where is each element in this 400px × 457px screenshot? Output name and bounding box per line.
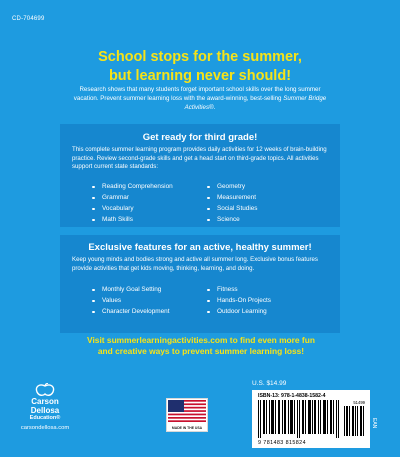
list-item: Reading Comprehension <box>90 181 173 192</box>
exclusive-features-panel <box>60 235 340 333</box>
features-list-right <box>205 284 271 317</box>
list-item: Geometry <box>205 181 258 192</box>
panel-title: Exclusive features for an active, healthy summer! <box>88 242 312 253</box>
list-item: Values <box>90 295 170 306</box>
barcode-icon <box>258 400 340 438</box>
list-item: Hands-On Projects <box>205 295 271 306</box>
skills-list-left <box>90 181 173 225</box>
made-in-usa-badge <box>166 398 208 432</box>
isbn-text: ISBN-13: 978-1-4838-1582-4 <box>258 393 326 399</box>
list-item: Monthly Goal Setting <box>90 284 170 295</box>
barcode-number: 9 781483 815824 <box>258 440 306 446</box>
logo-subtitle: Education® <box>29 415 61 421</box>
headline-line-1: School stops for the summer, <box>98 49 302 65</box>
visit-line-2: and creative ways to prevent summer learning loss! <box>97 346 305 356</box>
made-in-usa-label: MADE IN THE USA <box>171 426 203 430</box>
list-item: Vocabulary <box>90 203 173 214</box>
intro-paragraph <box>68 85 332 112</box>
headline-line-2: but learning never should! <box>108 68 292 84</box>
third-grade-panel <box>60 124 340 227</box>
list-item: Social Studies <box>205 203 258 214</box>
publisher-url: carsondellosa.com <box>20 425 70 431</box>
list-item: Measurement <box>205 192 258 203</box>
intro-text: Research shows that many students forget important school skills over the long summer vacation. Prevent summer learning loss with the award-winning, best-selling <box>73 86 321 102</box>
apple-icon <box>34 383 56 397</box>
side-code: EAN <box>371 418 377 429</box>
intro-suffix: ®. <box>209 104 216 111</box>
features-list-left <box>90 284 170 317</box>
logo-name-line-2: Dellosa <box>30 406 60 415</box>
barcode-area <box>252 390 370 448</box>
panel-title: Get ready for third grade! <box>142 132 258 143</box>
publisher-logo <box>6 383 84 441</box>
catalog-code: CD-704699 <box>12 16 45 22</box>
addon-barcode-icon <box>344 406 364 436</box>
addon-number: 51499 <box>353 400 365 405</box>
panel-body: Keep young minds and bodies strong and active all summer long. Exclusive bonus features provide activities that get kids moving, thinking, learning, and doing. <box>72 256 318 272</box>
us-flag-icon <box>167 399 207 423</box>
price-label: U.S. $14.99 <box>252 380 287 387</box>
visit-website-callout <box>70 335 332 357</box>
list-item: Character Development <box>90 306 170 317</box>
skills-list-right <box>205 181 258 225</box>
list-item: Outdoor Learning <box>205 306 271 317</box>
headline <box>40 48 360 86</box>
list-item: Math Skills <box>90 214 173 225</box>
visit-line-1: Visit summerlearningactivities.com to find even more fun <box>87 335 315 345</box>
logo-name-line-1: Carson <box>31 397 59 406</box>
list-item: Fitness <box>205 284 271 295</box>
panel-body: This complete summer learning program provides daily activities for 12 weeks of brain-building practice. Review second-grade skills and get a head start on third-grade topics. All activities support current state standards: <box>72 146 327 170</box>
list-item: Grammar <box>90 192 173 203</box>
intro-book-title: Summer Bridge Activities <box>184 95 327 111</box>
list-item: Science <box>205 214 258 225</box>
